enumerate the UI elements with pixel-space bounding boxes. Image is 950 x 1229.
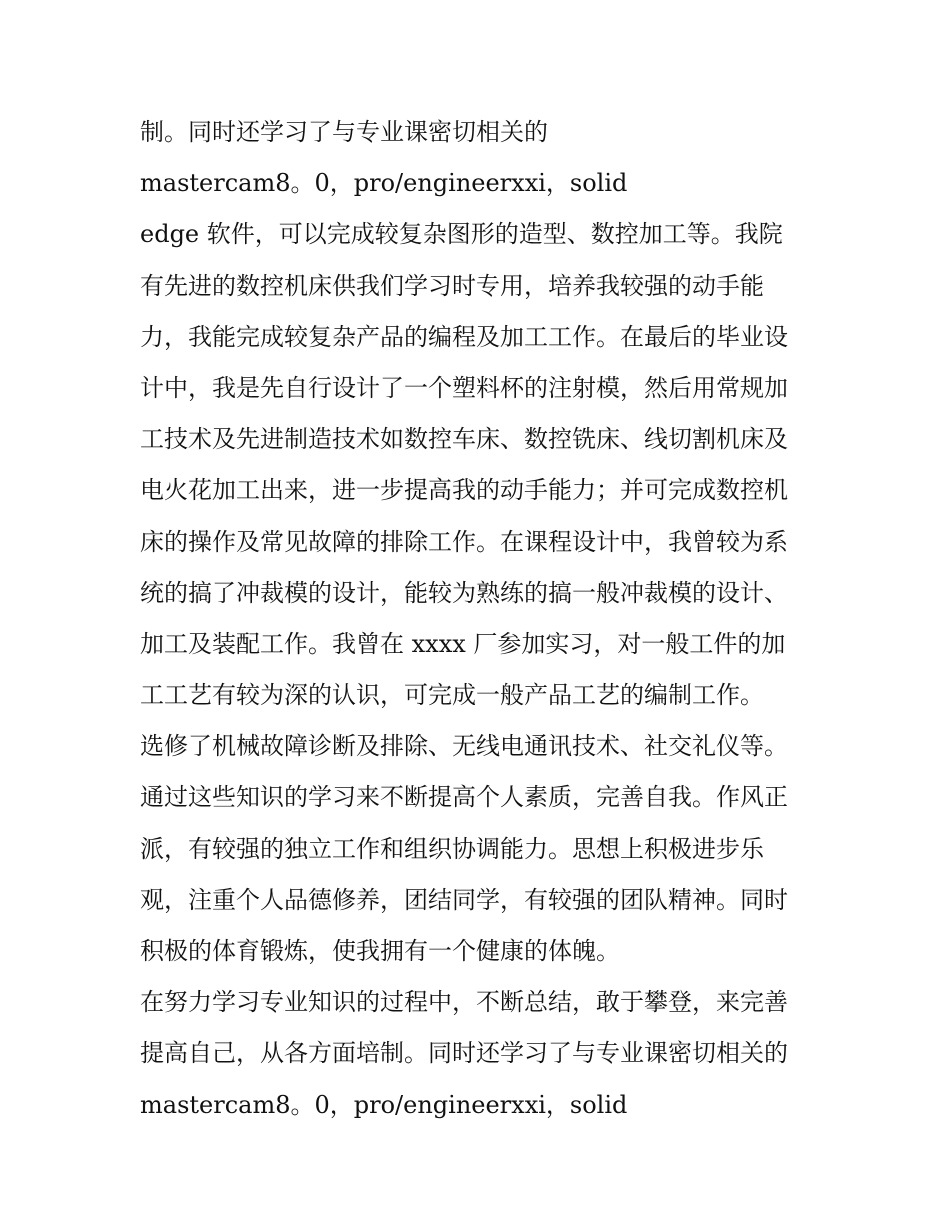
body-text (140, 107, 830, 1131)
text-line: 工技术及先进制造技术如数控车床、数控铣床、线切割机床及 (140, 425, 788, 454)
text-line: 电火花加工出来，进一步提高我的动手能力；并可完成数控机 (140, 476, 788, 505)
text-line: 床的操作及常见故障的排除工作。在课程设计中，我曾较为系 (140, 527, 788, 556)
text-line: 有先进的数控机床供我们学习时专用，培养我较强的动手能 (140, 271, 764, 300)
text-line: 统的搞了冲裁模的设计，能较为熟练的搞一般冲裁模的设计、 (140, 578, 788, 607)
text-line: 加工及装配工作。我曾在 xxxx 厂参加实习，对一般工件的加 (140, 629, 786, 658)
text-line: 工工艺有较为深的认识，可完成一般产品工艺的编制工作。 (140, 681, 764, 710)
text-line: 制。同时还学习了与专业课密切相关的 (140, 118, 548, 146)
text-line: 提高自己，从各方面培制。同时还学习了与专业课密切相关的 (140, 1039, 788, 1068)
text-line: mastercam8。0，pro/engineerxxi，solid (140, 169, 628, 198)
text-line: 积极的体育锻炼，使我拥有一个健康的体魄。 (140, 937, 620, 965)
text-line: 力，我能完成较复杂产品的编程及加工工作。在最后的毕业设 (140, 322, 788, 351)
text-line: 在努力学习专业知识的过程中，不断总结，敢于攀登，来完善 (140, 988, 788, 1017)
text-line: mastercam8。0，pro/engineerxxi，solid (140, 1090, 628, 1119)
text-line: 派，有较强的独立工作和组织协调能力。思想上积极进步乐 (140, 834, 764, 863)
text-line: edge 软件，可以完成较复杂图形的造型、数控加工等。我院 (140, 220, 783, 249)
text-line: 观，注重个人品德修养，团结同学，有较强的团队精神。同时 (140, 885, 788, 914)
text-line: 通过这些知识的学习来不断提高个人素质，完善自我。作风正 (140, 783, 788, 812)
text-line: 计中，我是先自行设计了一个塑料杯的注射模，然后用常规加 (140, 373, 788, 402)
text-line: 选修了机械故障诊断及排除、无线电通讯技术、社交礼仪等。 (140, 732, 788, 761)
